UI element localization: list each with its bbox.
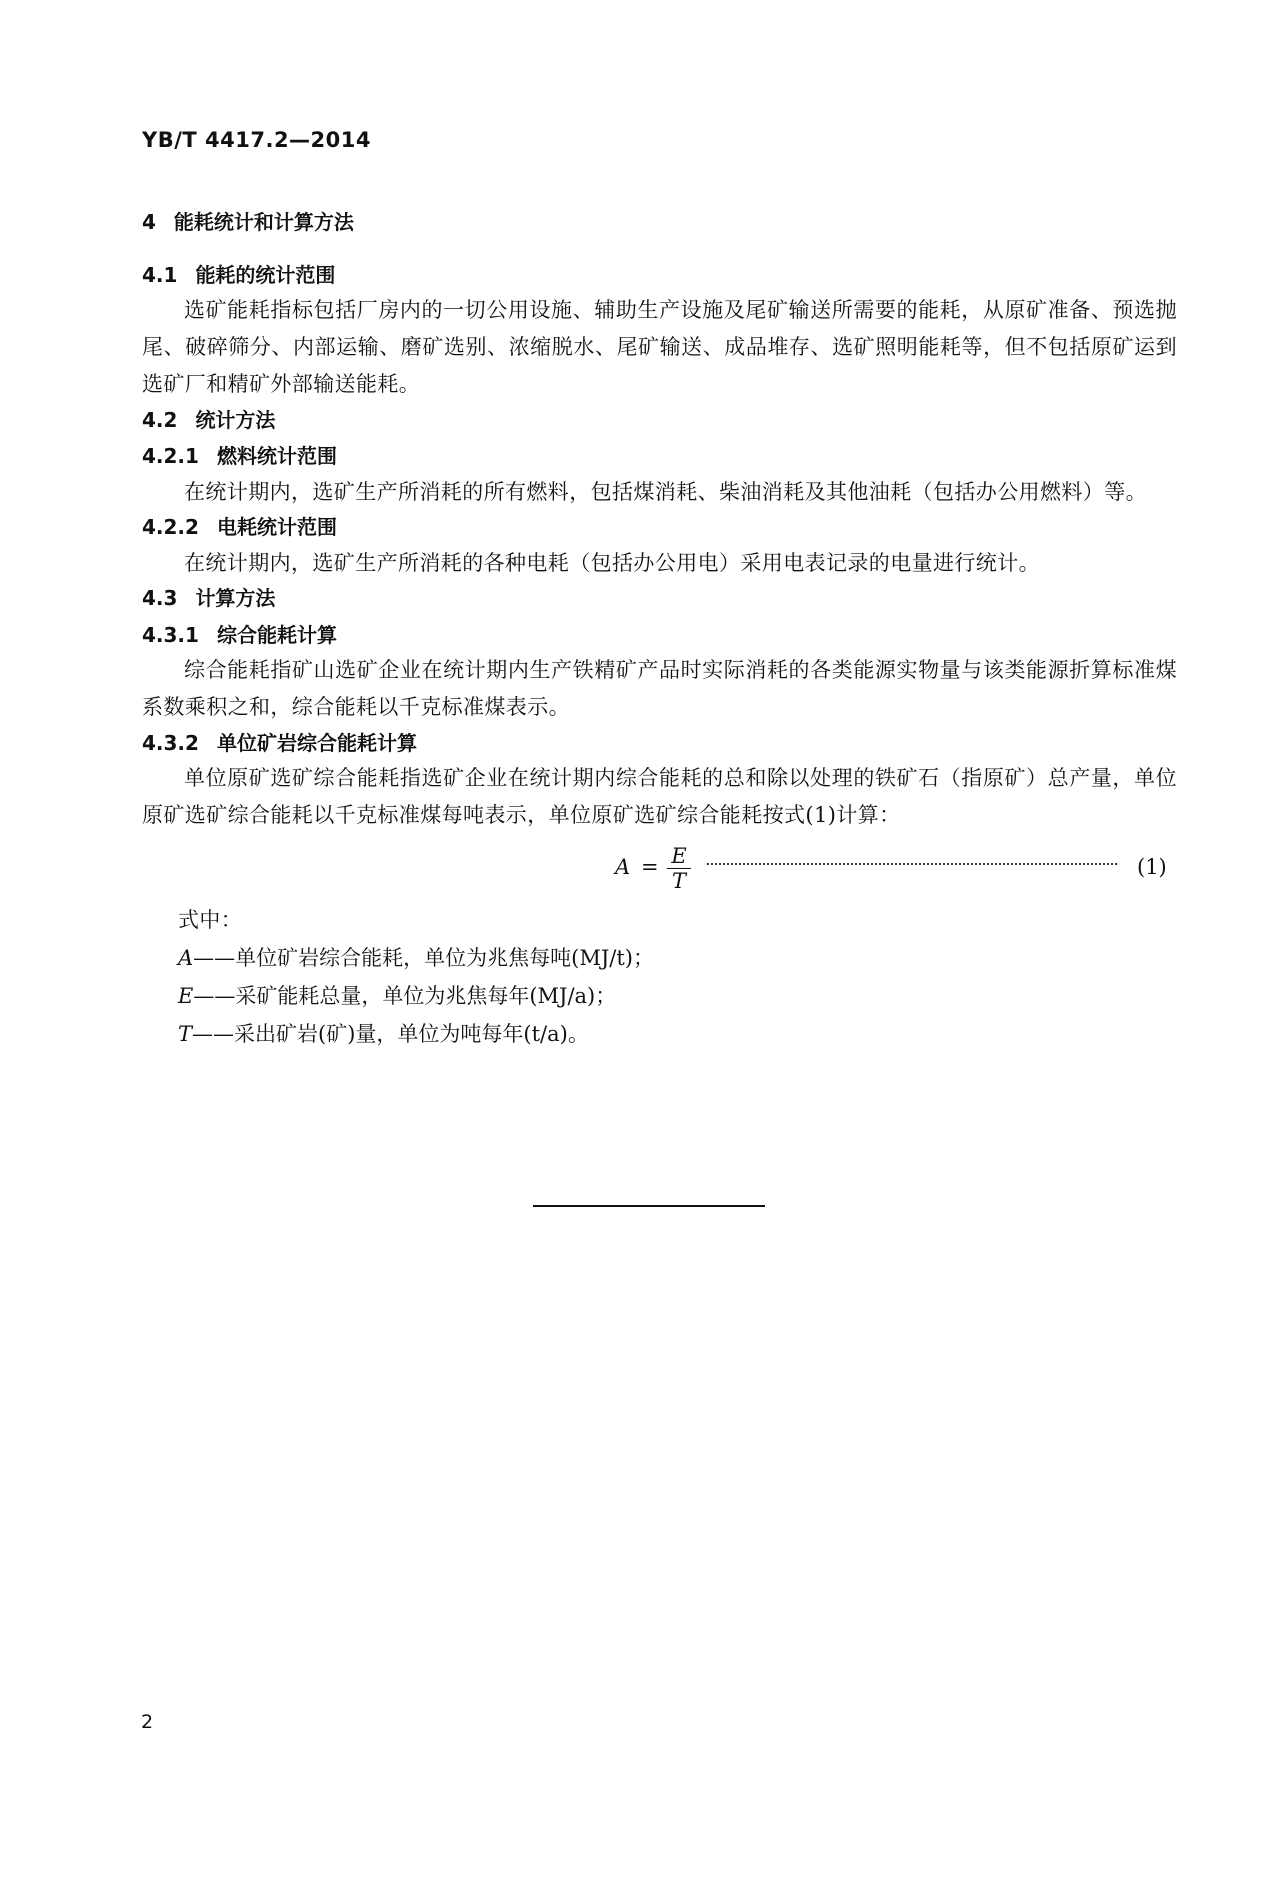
section-title: 单位矿岩综合能耗计算 — [216, 731, 417, 755]
formula-denominator: T — [671, 869, 686, 893]
section-4-3-2-paragraph: 单位原矿选矿综合能耗指选矿企业在统计期内综合能耗的总和除以处理的铁矿石（指原矿）总产量，单位原矿选矿综合能耗以千克标准煤每吨表示，单位原矿选矿综合能耗按式(1)计算： — [142, 766, 1177, 827]
where-description: ——采矿能耗总量，单位为兆焦每年(MJ/a)； — [193, 984, 617, 1008]
section-number: 4.2.1 — [142, 444, 199, 468]
section-4-3-heading — [142, 584, 275, 612]
formula-equals: = — [641, 855, 659, 879]
section-4-1-paragraph: 选矿能耗指标包括厂房内的一切公用设施、辅助生产设施及尾矿输送所需要的能耗，从原矿准备、预选抛尾、破碎筛分、内部运输、磨矿选别、浓缩脱水、尾矿输送、成品堆存、选矿照明能耗等，但不包括原矿运到选矿厂和精矿外部输送能耗。 — [142, 298, 1177, 396]
formula-lhs: A — [615, 855, 631, 879]
page-number: 2 — [141, 1711, 154, 1733]
formula-number: (1) — [1137, 855, 1167, 879]
section-number: 4.3 — [142, 586, 178, 610]
section-title: 燃料统计范围 — [216, 444, 337, 468]
where-description: ——单位矿岩综合能耗，单位为兆焦每吨(MJ/t)； — [193, 946, 654, 970]
formula-1 — [615, 845, 1175, 895]
section-number: 4.2 — [142, 408, 178, 432]
section-title: 综合能耗计算 — [216, 623, 337, 647]
section-number: 4.2.2 — [142, 515, 199, 539]
where-item-t — [178, 1019, 589, 1049]
where-item-e — [178, 981, 616, 1011]
section-title: 计算方法 — [195, 586, 276, 610]
section-4-3-1-heading — [142, 621, 337, 649]
where-item-a — [178, 943, 654, 973]
section-4-3-1-paragraph: 综合能耗指矿山选矿企业在统计期内生产铁精矿产品时实际消耗的各类能源实物量与该类能源折算标准煤系数乘积之和，综合能耗以千克标准煤表示。 — [142, 658, 1177, 719]
section-4-2-2-heading — [142, 513, 337, 541]
section-4-2-2-paragraph: 在统计期内，选矿生产所消耗的各种电耗（包括办公用电）采用电表记录的电量进行统计。 — [184, 551, 1040, 575]
section-4-2-heading — [142, 406, 275, 434]
where-description: ——采出矿岩(矿)量，单位为吨每年(t/a)。 — [192, 1022, 589, 1046]
section-number: 4.1 — [142, 263, 178, 287]
section-4-1-heading — [142, 261, 335, 289]
where-symbol: T — [178, 1022, 193, 1046]
section-number: 4.3.1 — [142, 623, 199, 647]
section-4-2-1-paragraph: 在统计期内，选矿生产所消耗的所有燃料，包括煤消耗、柴油消耗及其他油耗（包括办公用燃料）等。 — [184, 480, 1147, 504]
where-symbol: A — [178, 946, 194, 970]
section-number: 4 — [142, 210, 156, 234]
section-number: 4.3.2 — [142, 731, 199, 755]
section-title: 统计方法 — [195, 408, 276, 432]
section-4-3-2-heading — [142, 729, 417, 757]
formula-fraction — [667, 845, 691, 892]
formula-numerator: E — [671, 844, 687, 868]
section-title: 能耗统计和计算方法 — [173, 210, 354, 234]
dot-leader — [707, 859, 1117, 865]
where-symbol: E — [178, 984, 194, 1008]
section-4-2-1-heading — [142, 442, 337, 470]
standard-code: YB/T 4417.2—2014 — [142, 128, 372, 152]
where-label: 式中： — [178, 908, 243, 932]
section-title: 电耗统计范围 — [216, 515, 337, 539]
end-rule — [533, 1205, 765, 1207]
section-title: 能耗的统计范围 — [195, 263, 336, 287]
section-4-heading — [142, 208, 354, 236]
